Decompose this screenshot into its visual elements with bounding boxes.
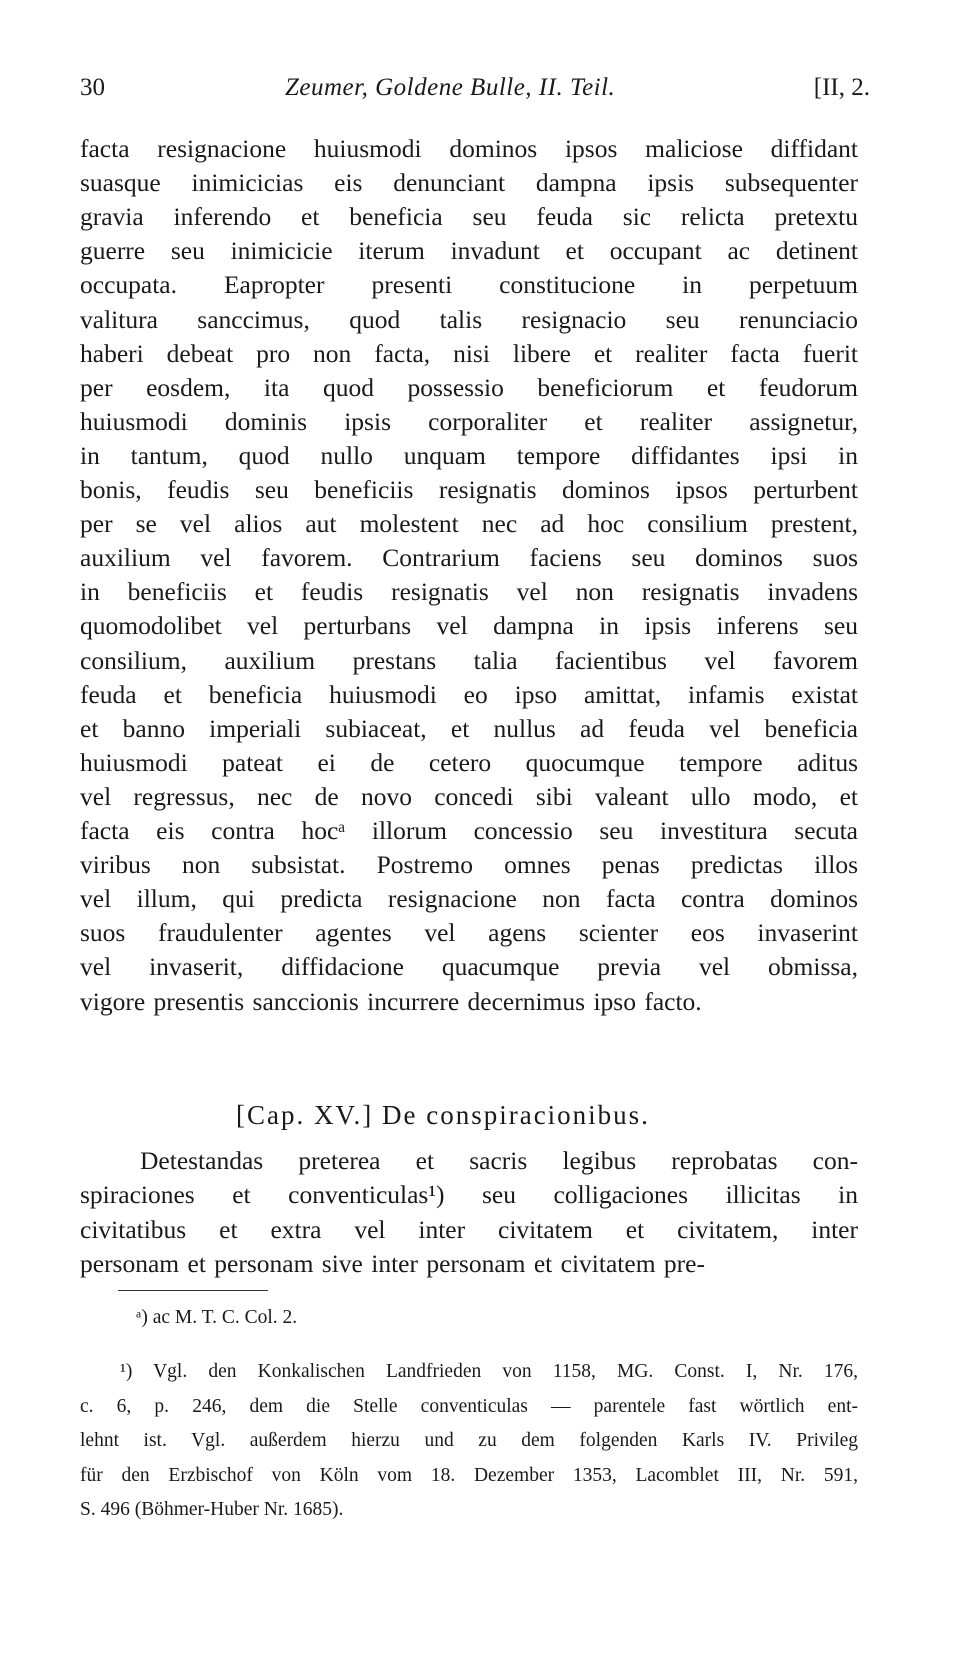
footnote-line: lehnt ist. Vgl. außerdem hierzu und zu dem folgenden Karls IV. Privileg — [80, 1430, 858, 1451]
footnote-line: c. 6, p. 246, dem die Stelle conventiculas — parentele fast wörtlich ent- — [80, 1395, 858, 1417]
text-line: occupata. Eapropter presenti constitucione in perpetuum — [80, 270, 858, 300]
text-line: quomodolibet vel perturbans vel dampna in ipsis inferens seu — [80, 611, 858, 641]
text-line: huiusmodi pateat ei de cetero quocumque tempore aditus — [80, 747, 858, 777]
text-line: et banno imperiali subiaceat, et nullus ad feuda vel beneficia — [80, 713, 858, 743]
text-line: in beneficiis et feudis resignatis vel non resignatis invadens — [80, 577, 858, 607]
chapter-heading: [Cap. XV.] De conspiracionibus. — [236, 1100, 650, 1130]
page-header — [80, 74, 870, 114]
text-line: suasque inimicicias eis denunciant dampna ipsis subsequenter — [80, 168, 858, 198]
text-line: gravia inferendo et beneficia seu feuda sic relicta pretextu — [80, 202, 858, 232]
text-line: haberi debeat pro non facta, nisi libere et realiter facta fuerit — [80, 338, 858, 368]
text-line: personam et personam sive inter personam et civitatem pre- — [80, 1248, 705, 1278]
section-reference: [II, 2. — [813, 74, 870, 101]
text-line: viribus non subsistat. Postremo omnes penas predictas illos — [80, 850, 858, 880]
text-line: guerre seu inimicicie iterum invadunt et occupant ac detinent — [80, 236, 858, 266]
text-line: spiraciones et conventiculas¹) seu colligaciones illicitas in — [80, 1180, 858, 1210]
text-line: consilium, auxilium prestans talia facientibus vel favorem — [80, 645, 858, 675]
text-line: bonis, feudis seu beneficiis resignatis dominos ipsos perturbent — [80, 475, 858, 504]
text-line: per se vel alios aut molestent nec ad hoc consilium prestent, — [80, 509, 858, 539]
text-line: facta resignacione huiusmodi dominos ipsos maliciose diffidant — [80, 134, 858, 163]
footnote-divider — [118, 1290, 268, 1291]
text-line: auxilium vel favorem. Contrarium faciens seu dominos suos — [80, 543, 858, 573]
text-line: facta eis contra hocᵃ illorum concessio seu investitura secuta — [80, 816, 858, 845]
text-line: per eosdem, ita quod possessio beneficiorum et feudorum — [80, 372, 858, 402]
footnote-line: für den Erzbischof von Köln vom 18. Dezember 1353, Lacomblet III, Nr. 591, — [80, 1464, 858, 1486]
text-line: in tantum, quod nullo unquam tempore diffidantes ipsi in — [80, 440, 858, 470]
text-line: huiusmodi dominis ipsis corporaliter et realiter assignetur, — [80, 406, 858, 436]
variant-footnote: ᵃ) ac M. T. C. Col. 2. — [136, 1307, 298, 1328]
footnote-line: S. 496 (Böhmer-Huber Nr. 1685). — [80, 1499, 344, 1520]
text-line: vel regressus, nec de novo concedi sibi valeant ullo modo, et — [80, 781, 858, 811]
text-line: Detestandas preterea et sacris legibus reprobatas con- — [140, 1146, 858, 1175]
text-line: vel invaserit, diffidacione quacumque previa vel obmissa, — [80, 952, 858, 982]
text-line: valitura sanccimus, quod talis resignacio seu renunciacio — [80, 304, 858, 334]
text-line: vel illum, qui predicta resignacione non facta contra dominos — [80, 884, 858, 914]
page-number: 30 — [80, 74, 105, 101]
text-line: vigore presentis sanccionis incurrere decernimus ipso facto. — [80, 986, 702, 1016]
text-line: civitatibus et extra vel inter civitatem et civitatem, inter — [80, 1214, 858, 1244]
text-line: suos fraudulenter agentes vel agens scienter eos invaserint — [80, 918, 858, 948]
text-line: feuda et beneficia huiusmodi eo ipso amittat, infamis existat — [80, 679, 858, 709]
footnote-line: ¹) Vgl. den Konkalischen Landfrieden von 1158, MG. Const. I, Nr. 176, — [120, 1361, 858, 1382]
running-title: Zeumer, Goldene Bulle, II. Teil. — [285, 74, 616, 101]
